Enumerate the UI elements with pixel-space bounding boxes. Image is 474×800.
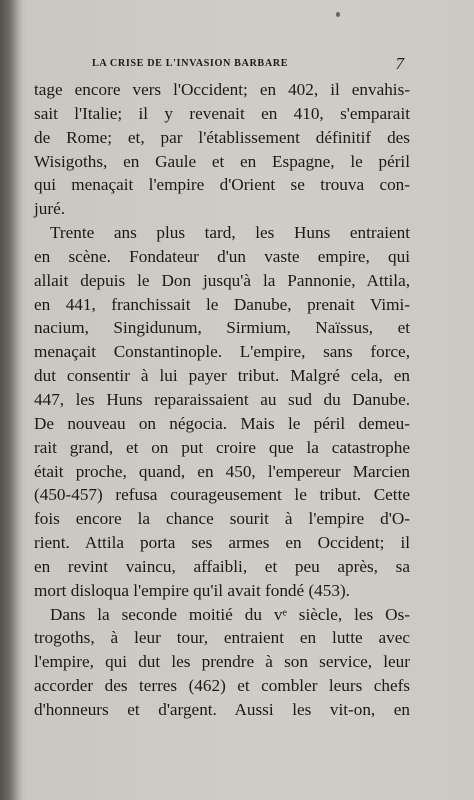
text-line: mort disloqua l'empire qu'il avait fondé (453).	[34, 580, 350, 600]
text-line: De nouveau on négocia. Mais le péril demeu-	[34, 413, 410, 433]
text-line: menaçait Constantinople. L'empire, sans force,	[34, 342, 410, 362]
text-line: allait depuis le Don jusqu'à la Pannonie, Attila,	[34, 270, 410, 290]
text-line: 447, les Huns reparaissaient au sud du Danube.	[34, 389, 410, 409]
text-line: en revint vaincu, affaibli, et peu après, sa	[34, 556, 410, 576]
text-line: de Rome; et, par l'établissement définitif des	[34, 127, 410, 147]
text-line: Dans la seconde moitié du vᵉ siècle, les Os-	[50, 604, 410, 624]
text-line: l'empire, qui dut les prendre à son service, leur	[34, 652, 410, 672]
text-line: sait l'Italie; il y revenait en 410, s'emparait	[34, 103, 410, 123]
text-line: était proche, quand, en 450, l'empereur Marcien	[34, 461, 410, 481]
text-line: trogoths, à leur tour, entraient en lutte avec	[34, 628, 410, 648]
running-title: LA CRISE DE L'INVASION BARBARE	[92, 58, 289, 69]
text-line: Trente ans plus tard, les Huns entraient	[50, 223, 410, 243]
text-line: rait grand, et on put croire que la catastrophe	[34, 437, 410, 457]
text-line: (450-457) refusa courageusement le tribut. Cette	[34, 485, 410, 505]
paper-speck	[336, 12, 340, 17]
text-line: juré.	[34, 199, 66, 219]
page-number: 7	[395, 54, 404, 73]
text-line: qui menaçait l'empire d'Orient se trouva con-	[34, 175, 410, 195]
text-line: dut consentir à lui payer tribut. Malgré cela, en	[34, 366, 410, 386]
text-line: en scène. Fondateur d'un vaste empire, qui	[34, 246, 410, 266]
text-line: Wisigoths, en Gaule et en Espagne, le péril	[34, 151, 410, 171]
text-line: rient. Attila porta ses armes en Occident; il	[34, 533, 410, 553]
text-line: nacium, Singidunum, Sirmium, Naïssus, et	[34, 318, 410, 338]
page-header	[30, 56, 408, 76]
body-text	[34, 78, 410, 722]
text-line: tage encore vers l'Occident; en 402, il envahis-	[34, 80, 410, 99]
text-line: accorder des terres (462) et combler leurs chefs	[34, 676, 410, 696]
binding-shadow	[0, 0, 22, 800]
text-line: fois encore la chance sourit à l'empire d'O-	[34, 509, 410, 529]
text-line: en 441, franchissait le Danube, prenait Vimi-	[34, 294, 410, 314]
text-line: d'honneurs et d'argent. Aussi les vit-on, en	[34, 699, 410, 719]
